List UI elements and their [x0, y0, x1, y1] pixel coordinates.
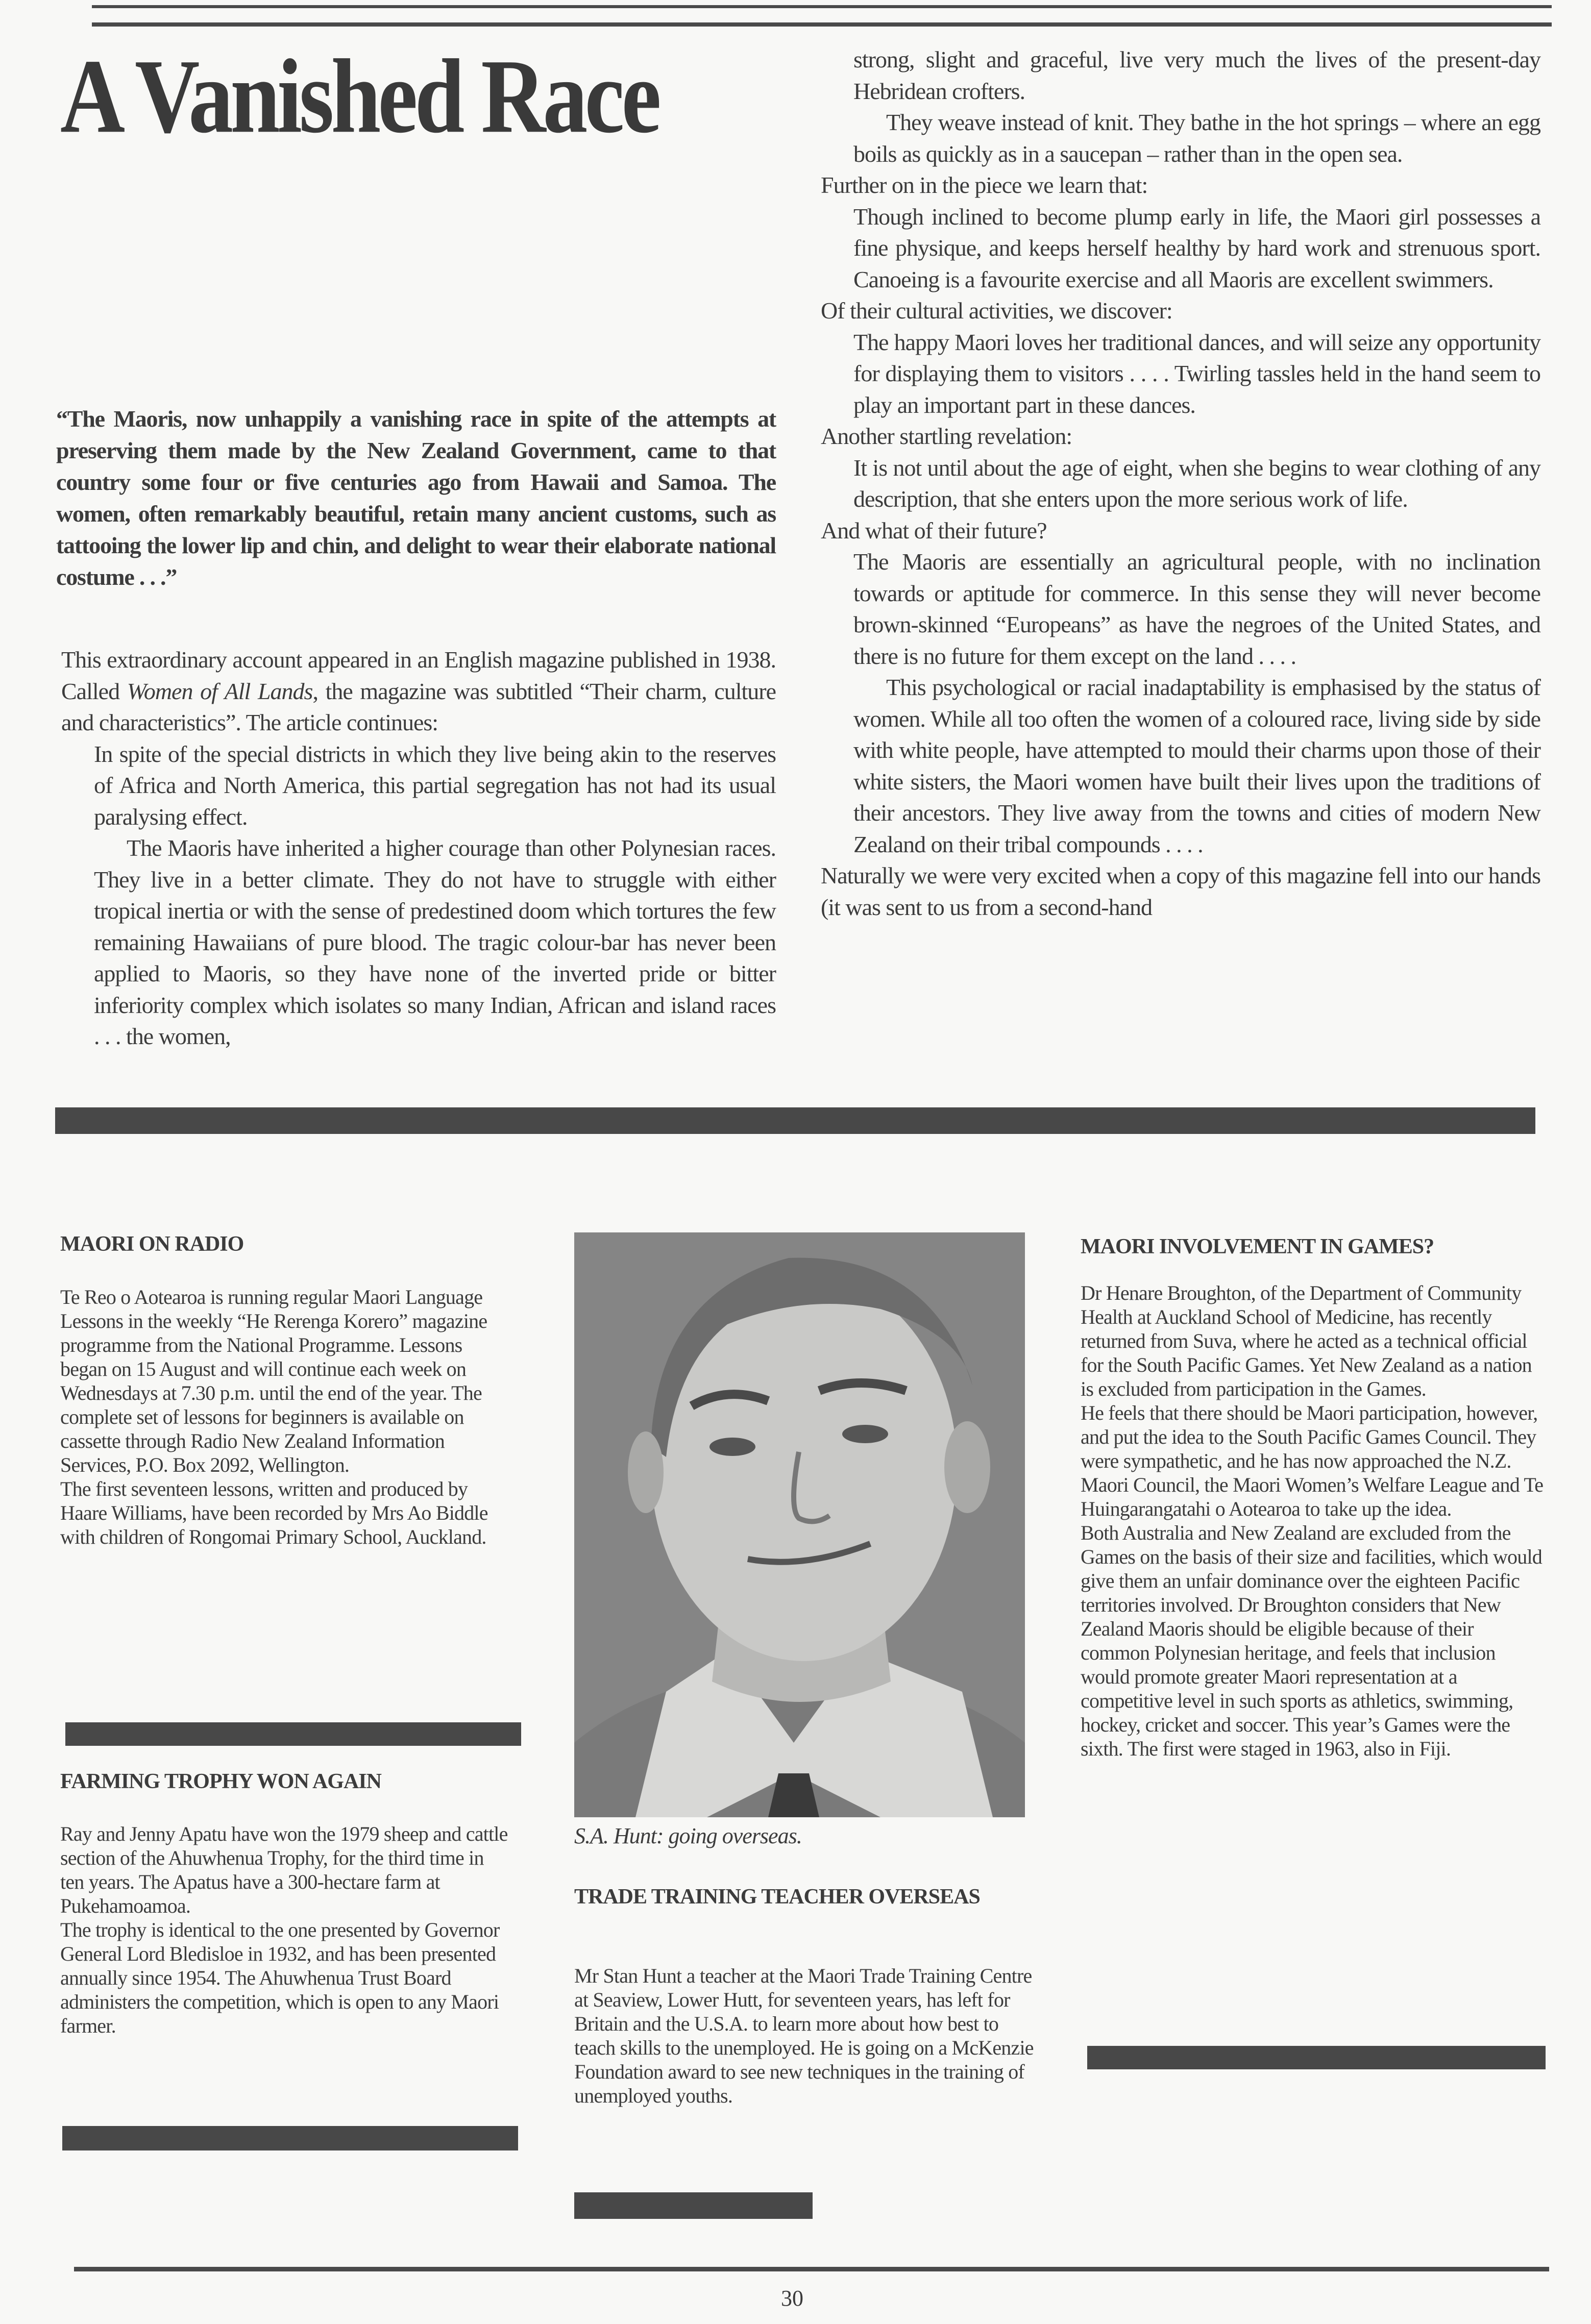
section-divider-bar	[55, 1107, 1535, 1134]
trade-heading: TRADE TRAINING TEACHER OVERSEAS	[574, 1885, 980, 1909]
article-quote-2: The Maoris have inherited a higher courage than other Polynesian races. They live in a better climate. They do not have to struggle with either tropical inertia or with the sense of predestined doom which tortures the few remaining Hawaiians of pure blood. The tragic colour-bar has never been applied to Maoris, so they have none of the inverted pride or bitter inferiority complex which isolates so many Indian, African and island races . . . the women,	[94, 835, 776, 1049]
article-intro: This extraordinary account appeared in an English magazine published in 1938. Called Women of All Lands, the magazine was subtitled “Their charm, culture and characteristics”. The article continues:	[61, 647, 776, 735]
radio-body	[60, 1285, 509, 1549]
article-quote-7: It is not until about the age of eight, when she begins to wear clothing of any description, that she enters upon the more serious work of life.	[853, 454, 1540, 512]
article-narration-4: And what of their future?	[821, 517, 1047, 543]
bottom-rule	[74, 2267, 1549, 2271]
article-column-right	[821, 44, 1540, 923]
portrait-illustration	[574, 1232, 1025, 1817]
article-lede-quote: “The Maoris, now unhappily a vanishing race in spite of the attempts at preserving them made by the New Zealand Government, came to that country some four or five centuries ago from Hawaii and Samoa. The women, often remarkably beautiful, retain many ancient customs, such as tattooing the lower lip and chin, and delight to wear their elaborate national costume . . .”	[56, 406, 776, 590]
radio-divider-bar	[65, 1722, 521, 1746]
trade-divider-bar	[574, 2192, 813, 2219]
top-rule-2	[92, 22, 1552, 27]
magazine-title: Women of All Lands	[127, 678, 313, 704]
article-quote-3: strong, slight and graceful, live very much the lives of the present-day Hebridean crofters.	[853, 46, 1540, 104]
article-narration-3: Another startling revelation:	[821, 423, 1072, 449]
games-paragraph-3: Both Australia and New Zealand are excluded from the Games on the basis of their size and facilities, which would give them an unfair dominance over the eighteen Pacific territories involved. Dr Broughton considers that New Zealand Maoris should be eligible because of their common Polynesian heritage, and feels that inclusion would promote greater Maori representation at a competitive level in such sports as athletics, swimming, hockey, cricket and soccer. This year’s Games were the sixth. The first were staged in 1963, also in Fiji.	[1081, 1521, 1542, 1760]
photo-caption: S.A. Hunt: going overseas.	[574, 1823, 802, 1848]
article-column-left	[61, 644, 776, 1052]
farming-divider-bar	[62, 2126, 518, 2150]
farming-heading: FARMING TROPHY WON AGAIN	[60, 1770, 381, 1793]
games-heading: MAORI INVOLVEMENT IN GAMES?	[1081, 1235, 1434, 1258]
farming-paragraph-1: Ray and Jenny Apatu have won the 1979 sheep and cattle section of the Ahuwhenua Trophy, for the third time in ten years. The Apatus have a 300-hectare farm at Pukehamoamoa.	[60, 1822, 508, 1917]
article-narration-2: Of their cultural activities, we discover:	[821, 298, 1172, 324]
article-quote-9: This psychological or racial inadaptability is emphasised by the status of women. While all too often the women of a coloured race, living side by side with white people, have attempted to mould their charms upon those of their white sisters, the Maori women have built their lives upon the traditions of their ancestors. They live away from the towns and cities of modern New Zealand on their tribal compounds . . . .	[853, 674, 1540, 857]
top-rule	[92, 5, 1552, 8]
games-paragraph-1: Dr Henare Broughton, of the Department of Community Health at Auckland School of Medicine, has recently returned from Suva, where he acted as a technical official for the South Pacific Games. Yet New Zealand as a nation is excluded from participation in the Games.	[1081, 1281, 1532, 1400]
radio-paragraph-1: Te Reo o Aotearoa is running regular Maori Language Lessons in the weekly “He Rerenga Korero” magazine programme from the National Programme. Lessons began on 15 August and will continue each week on Wednesdays at 7.30 p.m. until the end of the year. The complete set of lessons for beginners is available on cassette through Radio New Zealand Information Services, P.O. Box 2092, Wellington.	[60, 1285, 487, 1476]
games-body	[1081, 1281, 1545, 1761]
games-paragraph-2: He feels that there should be Maori participation, however, and put the idea to the South Pacific Games Council. They were sympathetic, and he has now approached the N.Z. Maori Council, the Maori Women’s Welfare League and Te Huingarangatahi o Aotearoa to take up the idea.	[1081, 1401, 1544, 1520]
trade-body: Mr Stan Hunt a teacher at the Maori Trade Training Centre at Seaview, Lower Hutt, for seventeen years, has left for Britain and the U.S.A. to learn more about how best to teach skills to the unemployed. He is going on a McKenzie Foundation award to see new techniques in the training of unemployed youths.	[574, 1964, 1034, 2107]
article-quote-8: The Maoris are essentially an agricultural people, with no inclination towards or aptitude for commerce. In this sense they will never become brown-skinned “Europeans” as have the negroes of the United States, and there is no future for them except on the land . . . .	[853, 549, 1540, 669]
article-narration-5: Naturally we were very excited when a copy of this magazine fell into our hands (it was sent to us from a second-hand	[821, 862, 1540, 920]
page-number: 30	[781, 2286, 803, 2311]
article-narration-1: Further on in the piece we learn that:	[821, 172, 1148, 198]
radio-paragraph-2: The first seventeen lessons, written and produced by Haare Williams, have been recorded by Mrs Ao Biddle with children of Rongomai Primary School, Auckland.	[60, 1477, 488, 1548]
article-quote-4: They weave instead of knit. They bathe in the hot springs – where an egg boils as quickly as in a saucepan – rather than in the open sea.	[853, 109, 1540, 167]
farming-body	[60, 1822, 509, 2038]
page-title: A Vanished Race	[60, 38, 658, 156]
article-quote-1: In spite of the special districts in which they live being akin to the reserves of Africa and North America, this partial segregation has not had its usual paralysing effect.	[94, 740, 776, 830]
article-quote-6: The happy Maori loves her traditional dances, and will seize any opportunity for displaying them to visitors . . . . Twirling tassles held in the hand seem to play an important part in these dances.	[853, 329, 1540, 418]
farming-paragraph-2: The trophy is identical to the one presented by Governor General Lord Bledisloe in 1932, and has been presented annually since 1954. The Ahuwhenua Trust Board administers the competition, which is open to any Maori farmer.	[60, 1918, 500, 2037]
portrait-photo	[574, 1232, 1025, 1817]
games-divider-bar	[1087, 2046, 1546, 2069]
radio-heading: MAORI ON RADIO	[60, 1232, 244, 1256]
article-quote-5: Though inclined to become plump early in life, the Maori girl possesses a fine physique, and keeps herself healthy by hard work and strenuous sport. Canoeing is a favourite exercise and all Maoris are excellent swimmers.	[853, 203, 1540, 292]
